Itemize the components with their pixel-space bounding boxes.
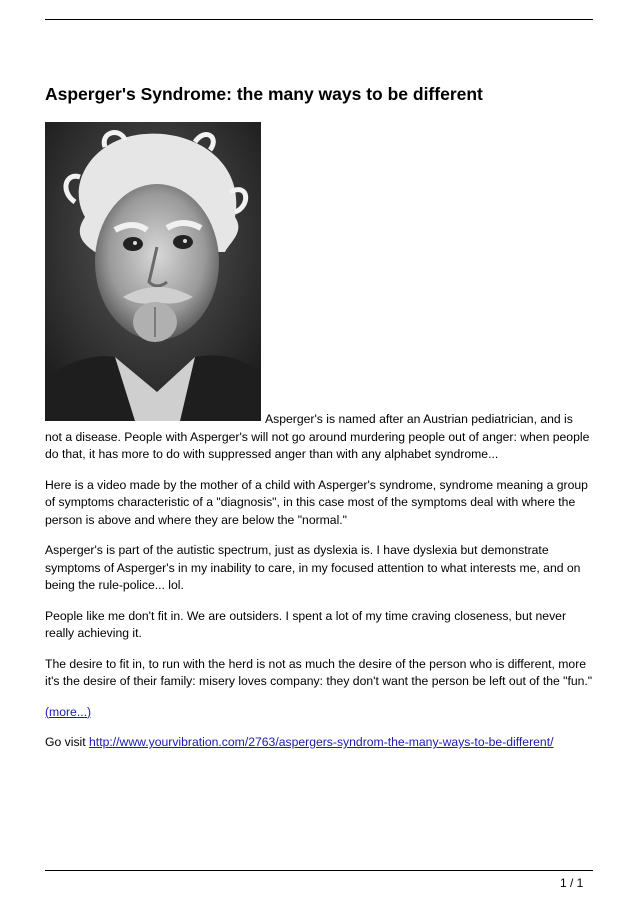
article-title: Asperger's Syndrome: the many ways to be different xyxy=(45,84,483,104)
header-rule xyxy=(45,19,593,20)
source-link[interactable]: http://www.yourvibration.com/2763/aspergers-syndrom-the-many-ways-to-be-different/ xyxy=(89,735,554,749)
portrait-illustration xyxy=(45,122,261,421)
more-link[interactable]: (more...) xyxy=(45,704,92,719)
visit-paragraph xyxy=(45,734,593,752)
paragraph xyxy=(45,411,593,464)
paragraph: People like me don't fit in. We are outsiders. I spent a lot of my time craving closeness, but never really achieving it. xyxy=(45,608,566,640)
paragraph: Asperger's is part of the autistic spectrum, just as dyslexia is. I have dyslexia but demonstrate symptoms of Asperger's in my inability to care, in my focused attention to what interests me, and on being the rule-police... lol. xyxy=(45,543,581,592)
article-photo xyxy=(45,122,261,421)
more-paragraph xyxy=(45,704,593,722)
footer-rule xyxy=(45,870,593,871)
paragraph: Here is a video made by the mother of a child with Asperger's syndrome, syndrome meaning a group of symptoms characteristic of a "diagnosis", in this case most of the symptoms deal with where the person is above and where they are below the "normal." xyxy=(45,477,588,527)
article-body xyxy=(45,411,593,765)
visit-prefix: Go visit xyxy=(45,735,90,749)
paragraph-text: Asperger's is named after an Austrian pediatrician, and is not a disease. People with Asperger's will not go around murdering people out of anger: when people do that, it has more to do with suppressed anger than with any alphabet syndrome... xyxy=(45,412,590,461)
page-indicator: 1 / 1 xyxy=(560,876,584,890)
paragraph: The desire to fit in, to run with the herd is not as much the desire of the person who is different, more it's the desire of their family: misery loves company: they don't want the person be left out of the "fun." xyxy=(45,656,593,688)
image-float-spacer xyxy=(45,411,265,421)
